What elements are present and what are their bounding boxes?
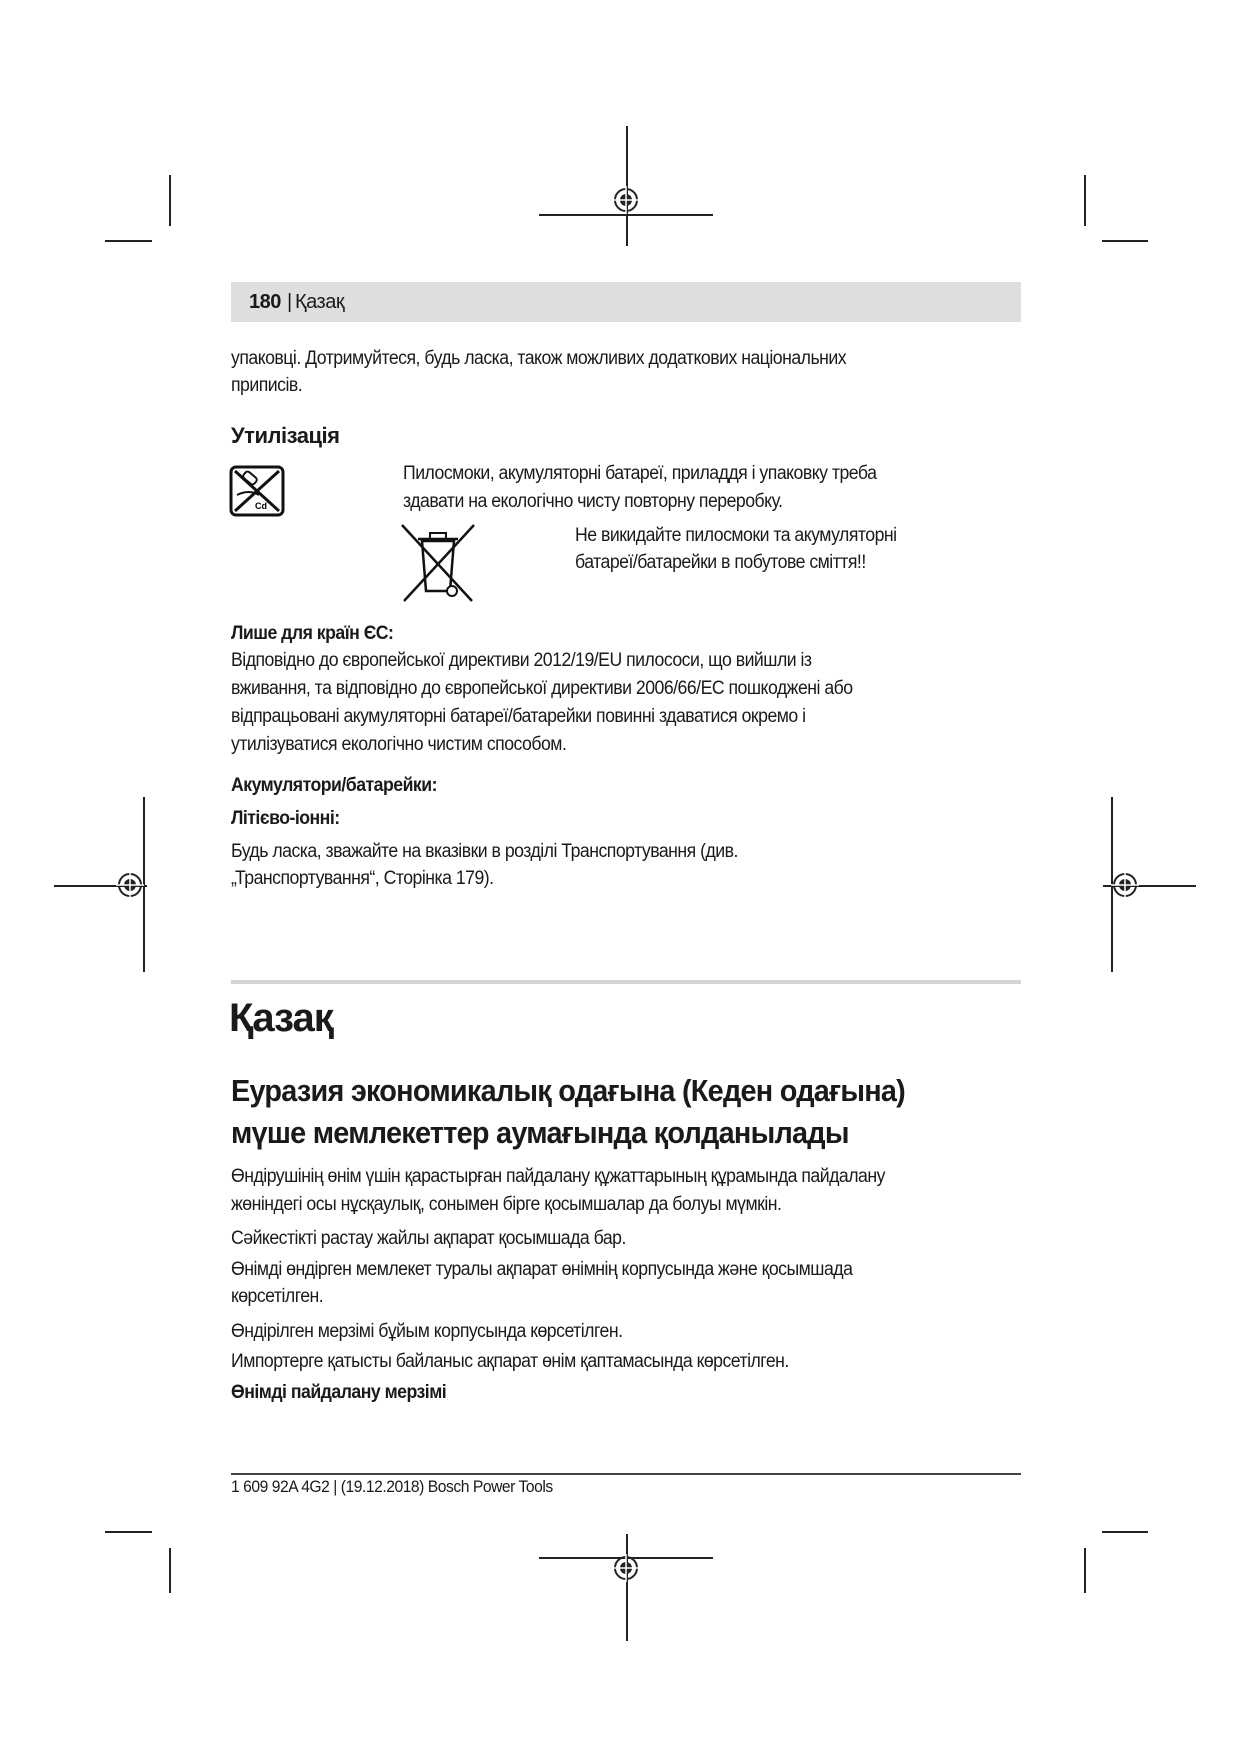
svg-text:Cd: Cd <box>255 501 267 511</box>
eu-heading: Лише для країн ЄС: <box>231 623 394 644</box>
battery-recycling-icon <box>229 465 285 517</box>
registration-target-icon <box>116 871 144 899</box>
header-separator: | <box>287 291 292 313</box>
eu-text-line: відпрацьовані акумуляторні батареї/батарейки повинні здаватися окремо і <box>231 706 806 727</box>
liion-text-line: „Транспортування“, Сторінка 179). <box>231 868 494 889</box>
paragraph-line: жөніндегі осы нұсқаулық, сонымен бірге қосымшалар да болуы мүмкін. <box>231 1194 782 1215</box>
subtitle-line: мүше мемлекеттер аумағында қолданылады <box>231 1115 849 1150</box>
registration-target-icon <box>612 1554 640 1582</box>
paragraph-line: Импортерге қатысты байланыс ақпарат өнім қаптамасында көрсетілген. <box>231 1351 789 1372</box>
paragraph-line: Сәйкестікті растау жайлы ақпарат қосымшада бар. <box>231 1228 626 1249</box>
disposal-heading: Утилізація <box>231 423 340 448</box>
subtitle-line: Еуразия экономикалық одағына (Кеден одағына) <box>231 1073 906 1108</box>
registration-target-icon <box>612 186 640 214</box>
header-section: Қазақ <box>295 291 345 313</box>
paragraph-line: көрсетілген. <box>231 1286 324 1307</box>
paragraph-line: Өнімді өндірген мемлекет туралы ақпарат өнімнің корпусында және қосымшада <box>231 1259 853 1280</box>
liion-heading: Літієво-іонні: <box>231 808 340 829</box>
recycle-text: Пилосмоки, акумуляторні батареї, приладдя і упаковку треба <box>403 463 877 484</box>
page-number: 180 <box>249 291 281 313</box>
paragraph-line: Өндірілген мерзімі бұйым корпусында көрсетілген. <box>231 1321 623 1342</box>
registration-target-icon <box>1111 871 1139 899</box>
eu-text-line: Відповідно до європейської директиви 2012/19/EU пилососи, що вийшли із <box>231 650 812 671</box>
battery-heading: Акумулятори/батарейки: <box>231 775 437 796</box>
footer-text: 1 609 92A 4G2 | (19.12.2018) Bosch Power Tools <box>231 1477 553 1496</box>
page-header <box>231 282 1021 322</box>
recycle-text: здавати на екологічно чисту повторну переробку. <box>403 491 783 512</box>
paragraph-line: Өндірушінің өнім үшін қарастырған пайдалану құжаттарының құрамында пайдалану <box>231 1166 885 1187</box>
section-title: Қазақ <box>229 996 333 1040</box>
eu-text-line: утилізуватися екологічно чистим способом. <box>231 734 567 755</box>
intro-line: приписів. <box>231 375 303 396</box>
footer-divider <box>231 1473 1021 1475</box>
eu-text-line: вживання, та відповідно до європейської директиви 2006/66/EC пошкоджені або <box>231 678 853 699</box>
liion-text-line: Будь ласка, зважайте на вказівки в розділі Транспортування (див. <box>231 841 738 862</box>
bin-text: батареї/батарейки в побутове сміття!! <box>575 552 866 573</box>
crossed-bin-icon <box>400 523 476 605</box>
lifetime-heading: Өнімді пайдалану мерзімі <box>231 1382 447 1403</box>
intro-line: упаковці. Дотримуйтеся, будь ласка, також можливих додаткових національних <box>231 348 847 369</box>
section-divider <box>231 980 1021 984</box>
bin-text: Не викидайте пилосмоки та акумуляторні <box>575 525 897 546</box>
